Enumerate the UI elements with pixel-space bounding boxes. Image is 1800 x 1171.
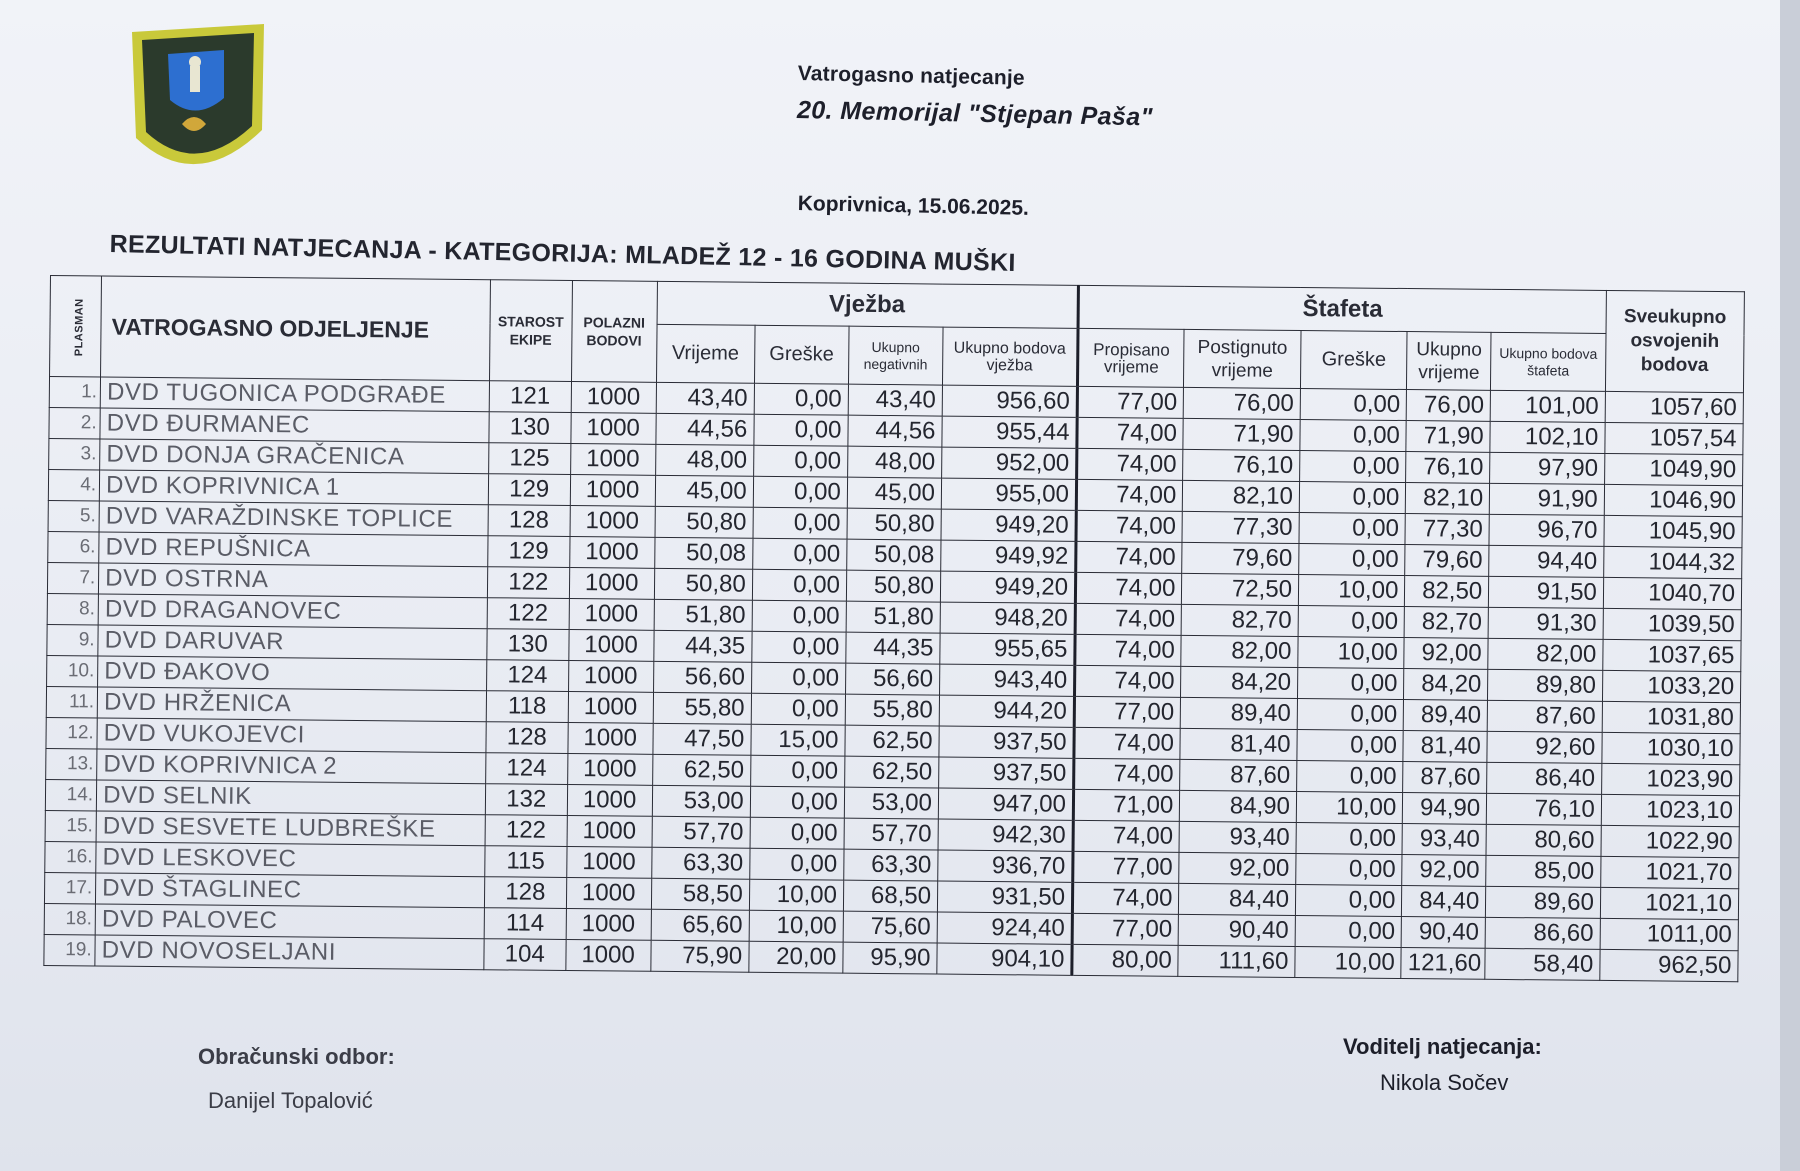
exercise-points-cell: 947,00 [938,788,1073,820]
relay-points-cell: 89,60 [1486,886,1601,918]
rank-cell: 16. [45,841,96,872]
exercise-points-cell: 943,40 [939,664,1074,696]
age-cell: 115 [485,846,567,878]
relay-required-time-cell: 74,00 [1075,634,1182,666]
total-points-cell: 1022,90 [1601,825,1739,857]
total-points-cell: 1033,20 [1602,670,1740,702]
event-subtitle: 20. Memorijal "Stjepan Paša" [796,95,1154,132]
age-cell: 104 [484,939,566,971]
results-title: REZULTATI NATJECANJA - KATEGORIJA: MLADEŽ 12 - 16 GODINA MUŠKI [109,230,1016,277]
relay-total-time-cell: 76,10 [1406,452,1490,484]
header-plasman-label: PLASMAN [73,298,86,357]
relay-points-cell: 80,60 [1486,824,1601,856]
relay-points-cell: 76,10 [1486,793,1601,825]
rank-cell: 6. [48,531,99,562]
exercise-time-cell: 55,80 [653,692,751,724]
rank-cell: 8. [47,593,98,624]
exercise-errors-cell: 0,00 [753,507,847,539]
relay-total-time-cell: 82,50 [1405,576,1489,608]
start-points-cell: 1000 [570,506,655,538]
rank-cell: 13. [46,748,97,779]
relay-points-cell: 89,80 [1488,669,1603,701]
header-group-exercise: Vježba [657,281,1079,328]
start-points-cell: 1000 [570,444,655,476]
header-rl-errors: Greške [1300,331,1407,390]
relay-required-time-cell: 74,00 [1076,479,1183,511]
relay-total-time-cell: 79,60 [1405,545,1489,577]
relay-total-time-cell: 94,90 [1403,793,1487,825]
relay-required-time-cell: 74,00 [1074,758,1181,790]
age-cell: 124 [485,753,567,785]
age-cell: 121 [489,381,571,413]
relay-errors-cell: 0,00 [1299,482,1406,514]
total-points-cell: 1057,54 [1605,422,1743,454]
exercise-time-cell: 56,60 [653,661,751,693]
exercise-points-cell: 948,20 [940,602,1075,634]
age-cell: 118 [486,691,568,723]
relay-points-cell: 97,90 [1490,452,1605,484]
relay-required-time-cell: 77,00 [1074,696,1181,728]
results-table-wrap [43,275,1745,982]
relay-total-time-cell: 121,60 [1401,948,1485,980]
relay-achieved-time-cell: 82,10 [1183,480,1300,512]
exercise-negative-cell: 56,60 [845,663,939,695]
exercise-errors-cell: 0,00 [754,414,848,446]
exercise-points-cell: 936,70 [938,850,1073,882]
relay-errors-cell: 0,00 [1300,420,1407,452]
exercise-negative-cell: 45,00 [847,477,941,509]
exercise-errors-cell: 0,00 [750,755,844,787]
exercise-negative-cell: 48,00 [847,446,941,478]
age-cell: 122 [487,598,569,630]
exercise-negative-cell: 57,70 [844,818,938,850]
relay-errors-cell: 0,00 [1297,760,1404,792]
relay-achieved-time-cell: 71,90 [1183,418,1300,450]
relay-points-cell: 92,60 [1487,731,1602,763]
exercise-time-cell: 48,00 [655,444,753,476]
relay-total-time-cell: 77,30 [1405,514,1489,546]
total-points-cell: 1023,90 [1601,763,1739,795]
relay-errors-cell: 0,00 [1297,729,1404,761]
relay-required-time-cell: 77,00 [1073,851,1180,883]
header-rl-required: Propisano vrijeme [1077,328,1184,387]
exercise-errors-cell: 10,00 [749,879,843,911]
results-table [43,275,1745,982]
total-points-cell: 1044,32 [1603,546,1741,578]
department-cell: DVD ĐAKOVO [98,656,487,691]
relay-required-time-cell: 74,00 [1074,727,1181,759]
header-age: STAROST EKIPE [489,280,572,382]
age-cell: 130 [489,412,571,444]
start-points-cell: 1000 [568,629,653,661]
relay-errors-cell: 0,00 [1300,451,1407,483]
relay-achieved-time-cell: 84,90 [1180,790,1297,822]
relay-errors-cell: 0,00 [1296,853,1403,885]
fire-brigade-emblem-icon [124,18,272,186]
relay-achieved-time-cell: 92,00 [1179,852,1296,884]
relay-achieved-time-cell: 76,10 [1183,449,1300,481]
department-cell: DVD HRŽENICA [97,687,486,722]
relay-required-time-cell: 80,00 [1072,944,1179,976]
relay-required-time-cell: 74,00 [1074,665,1181,697]
department-cell: DVD DARUVAR [98,625,487,660]
relay-points-cell: 102,10 [1490,421,1605,453]
department-cell: DVD VUKOJEVCI [97,718,486,753]
relay-achieved-time-cell: 89,40 [1181,697,1298,729]
relay-required-time-cell: 71,00 [1073,789,1180,821]
rank-cell: 15. [45,810,96,841]
exercise-negative-cell: 44,35 [846,632,940,664]
rank-cell: 12. [46,717,97,748]
relay-points-cell: 101,00 [1490,390,1605,422]
exercise-negative-cell: 50,80 [846,570,940,602]
exercise-time-cell: 65,60 [651,909,749,941]
exercise-errors-cell: 0,00 [751,693,845,725]
calc-committee-name: Danijel Topalović [208,1088,373,1113]
relay-errors-cell: 10,00 [1296,791,1403,823]
relay-points-cell: 96,70 [1489,514,1604,546]
exercise-time-cell: 44,56 [655,413,753,445]
department-cell: DVD KOPRIVNICA 2 [97,749,486,784]
start-points-cell: 1000 [567,815,652,847]
total-points-cell: 1023,10 [1601,794,1739,826]
relay-achieved-time-cell: 87,60 [1180,759,1297,791]
start-points-cell: 1000 [568,660,653,692]
competition-leader-label: Voditelj natjecanja: [1343,1034,1542,1059]
header-ex-points: Ukupno bodova vježba [942,327,1078,386]
exercise-time-cell: 43,40 [656,382,754,414]
relay-points-cell: 86,60 [1485,917,1600,949]
relay-errors-cell: 0,00 [1297,698,1404,730]
exercise-errors-cell: 0,00 [754,383,848,415]
rank-cell: 11. [46,686,97,717]
header-ex-errors: Greške [754,325,849,384]
exercise-time-cell: 53,00 [652,785,750,817]
relay-achieved-time-cell: 79,60 [1182,542,1299,574]
rank-cell: 10. [47,655,98,686]
relay-achieved-time-cell: 81,40 [1180,728,1297,760]
exercise-points-cell: 952,00 [942,447,1077,479]
relay-points-cell: 86,40 [1487,762,1602,794]
total-points-cell: 1039,50 [1603,608,1741,640]
relay-required-time-cell: 77,00 [1072,913,1179,945]
relay-achieved-time-cell: 84,20 [1181,666,1298,698]
header-start-points: POLAZNI BODOVI [571,281,657,383]
exercise-time-cell: 50,08 [654,537,752,569]
relay-achieved-time-cell: 90,40 [1178,914,1295,946]
age-cell: 124 [486,660,568,692]
total-points-cell: 1021,70 [1601,856,1739,888]
relay-required-time-cell: 77,00 [1077,386,1184,418]
relay-total-time-cell: 92,00 [1402,855,1486,887]
header-ex-time: Vrijeme [656,324,755,383]
exercise-points-cell: 955,00 [941,478,1076,510]
department-cell: DVD LESKOVEC [96,842,485,877]
total-points-cell: 1037,65 [1603,639,1741,671]
start-points-cell: 1000 [571,382,656,414]
header-department: VATROGASNO ODJELJENJE [101,276,491,381]
exercise-points-cell: 955,65 [940,633,1075,665]
exercise-errors-cell: 0,00 [753,445,847,477]
exercise-errors-cell: 0,00 [753,476,847,508]
relay-errors-cell: 0,00 [1295,884,1402,916]
relay-total-time-cell: 87,60 [1403,762,1487,794]
exercise-points-cell: 942,30 [938,819,1073,851]
exercise-negative-cell: 51,80 [846,601,940,633]
relay-total-time-cell: 82,70 [1404,607,1488,639]
exercise-negative-cell: 62,50 [844,756,938,788]
exercise-points-cell: 937,50 [939,757,1074,789]
exercise-negative-cell: 50,80 [847,508,941,540]
start-points-cell: 1000 [567,784,652,816]
relay-total-time-cell: 82,10 [1406,483,1490,515]
exercise-points-cell: 931,50 [937,881,1072,913]
exercise-time-cell: 45,00 [655,475,753,507]
total-points-cell: 1057,60 [1605,391,1743,423]
age-cell: 122 [485,815,567,847]
department-cell: DVD REPUŠNICA [99,532,488,567]
rank-cell: 9. [47,624,98,655]
department-cell: DVD OSTRNA [99,563,488,598]
calc-committee-label: Obračunski odbor: [198,1044,395,1069]
start-points-cell: 1000 [569,567,654,599]
exercise-time-cell: 75,90 [650,940,748,972]
exercise-errors-cell: 15,00 [751,724,845,756]
header-rl-total-time: Ukupno vrijeme [1407,332,1491,391]
exercise-negative-cell: 44,56 [848,415,942,447]
exercise-time-cell: 50,80 [654,568,752,600]
total-points-cell: 1031,80 [1602,701,1740,733]
exercise-time-cell: 57,70 [652,816,750,848]
relay-points-cell: 94,40 [1489,545,1604,577]
relay-total-time-cell: 89,40 [1404,700,1488,732]
total-points-cell: 1040,70 [1603,577,1741,609]
exercise-time-cell: 50,80 [655,506,753,538]
exercise-time-cell: 63,30 [651,847,749,879]
relay-errors-cell: 0,00 [1298,605,1405,637]
relay-achieved-time-cell: 111,60 [1178,945,1295,977]
department-cell: DVD VARAŽDINSKE TOPLICE [99,501,488,536]
exercise-negative-cell: 53,00 [844,787,938,819]
exercise-errors-cell: 0,00 [751,662,845,694]
start-points-cell: 1000 [569,598,654,630]
relay-total-time-cell: 93,40 [1402,824,1486,856]
exercise-errors-cell: 0,00 [750,786,844,818]
start-points-cell: 1000 [568,722,653,754]
age-cell: 128 [488,505,570,537]
relay-points-cell: 91,30 [1488,607,1603,639]
rank-cell: 7. [47,562,98,593]
total-points-cell: 1049,90 [1604,453,1742,485]
total-points-cell: 1046,90 [1604,484,1742,516]
relay-achieved-time-cell: 82,00 [1181,635,1298,667]
header-group-relay: Štafeta [1078,285,1606,333]
event-title: Vatrogasno natjecanje [797,62,1026,90]
exercise-points-cell: 949,20 [941,509,1076,541]
table-body [44,377,1744,982]
exercise-negative-cell: 95,90 [843,942,937,974]
start-points-cell: 1000 [571,413,656,445]
relay-total-time-cell: 92,00 [1404,638,1488,670]
relay-errors-cell: 0,00 [1296,822,1403,854]
department-cell: DVD ŠTAGLINEC [96,873,485,908]
start-points-cell: 1000 [566,939,651,971]
relay-total-time-cell: 84,20 [1404,669,1488,701]
exercise-points-cell: 937,50 [939,726,1074,758]
relay-required-time-cell: 74,00 [1076,541,1183,573]
exercise-errors-cell: 0,00 [752,631,846,663]
relay-achieved-time-cell: 84,40 [1179,883,1296,915]
exercise-errors-cell: 0,00 [750,817,844,849]
exercise-time-cell: 58,50 [651,878,749,910]
department-cell: DVD KOPRIVNICA 1 [99,470,488,505]
relay-required-time-cell: 74,00 [1077,448,1184,480]
rank-cell: 1. [49,377,100,408]
relay-total-time-cell: 90,40 [1401,917,1485,949]
department-cell: DVD TUGONICA PODGRAĐE [100,377,489,412]
age-cell: 130 [487,629,569,661]
relay-points-cell: 87,60 [1487,700,1602,732]
exercise-time-cell: 47,50 [652,723,750,755]
exercise-points-cell: 949,20 [940,571,1075,603]
exercise-errors-cell: 0,00 [752,569,846,601]
relay-errors-cell: 0,00 [1297,667,1404,699]
relay-required-time-cell: 74,00 [1077,417,1184,449]
rank-cell: 4. [48,469,99,500]
place-date: Koprivnica, 15.06.2025. [797,192,1030,220]
exercise-negative-cell: 55,80 [845,694,939,726]
relay-required-time-cell: 74,00 [1075,572,1182,604]
exercise-negative-cell: 50,08 [847,539,941,571]
total-points-cell: 1045,90 [1604,515,1742,547]
exercise-negative-cell: 68,50 [843,880,937,912]
department-cell: DVD NOVOSELJANI [95,935,484,970]
exercise-errors-cell: 20,00 [749,941,843,973]
relay-points-cell: 58,40 [1485,948,1600,980]
header-rl-points: Ukupno bodova štafeta [1491,332,1606,391]
age-cell: 128 [486,722,568,754]
department-cell: DVD DRAGANOVEC [98,594,487,629]
relay-errors-cell: 0,00 [1300,389,1407,421]
start-points-cell: 1000 [566,846,651,878]
department-cell: DVD DONJA GRAČENICA [100,439,489,474]
competition-leader-name: Nikola Sočev [1380,1070,1509,1095]
relay-points-cell: 91,90 [1489,483,1604,515]
relay-required-time-cell: 74,00 [1072,882,1179,914]
exercise-errors-cell: 0,00 [752,600,846,632]
relay-points-cell: 85,00 [1486,855,1601,887]
rank-cell: 2. [49,407,100,438]
header-ex-negative: Ukupno negativnih [848,326,943,385]
relay-points-cell: 82,00 [1488,638,1603,670]
rank-cell: 3. [49,438,100,469]
age-cell: 132 [485,784,567,816]
exercise-points-cell: 944,20 [939,695,1074,727]
relay-points-cell: 91,50 [1489,576,1604,608]
event-header [797,62,1154,132]
rank-cell: 18. [44,903,95,934]
relay-required-time-cell: 74,00 [1076,510,1183,542]
relay-total-time-cell: 84,40 [1402,886,1486,918]
rank-cell: 17. [44,872,95,903]
exercise-time-cell: 62,50 [652,754,750,786]
table-header [50,276,1745,393]
header-rl-achieved: Postignuto vrijeme [1184,329,1301,388]
exercise-errors-cell: 10,00 [749,910,843,942]
relay-total-time-cell: 76,00 [1406,390,1490,422]
age-cell: 125 [488,443,570,475]
department-cell: DVD SELNIK [96,780,485,815]
exercise-errors-cell: 0,00 [749,848,843,880]
exercise-points-cell: 924,40 [937,912,1072,944]
relay-achieved-time-cell: 93,40 [1179,821,1296,853]
exercise-points-cell: 955,44 [942,416,1077,448]
relay-achieved-time-cell: 82,70 [1181,604,1298,636]
age-cell: 129 [488,536,570,568]
relay-total-time-cell: 81,40 [1403,731,1487,763]
exercise-time-cell: 51,80 [654,599,752,631]
exercise-negative-cell: 43,40 [848,384,942,416]
exercise-points-cell: 904,10 [937,943,1072,975]
department-cell: DVD SESVETE LUDBREŠKE [96,811,485,846]
header-total: Sveukupno osvojenih bodova [1605,290,1744,392]
start-points-cell: 1000 [568,691,653,723]
start-points-cell: 1000 [567,753,652,785]
age-cell: 128 [484,877,566,909]
start-points-cell: 1000 [570,475,655,507]
total-points-cell: 962,50 [1600,949,1738,981]
relay-achieved-time-cell: 72,50 [1182,573,1299,605]
header-plasman [50,276,102,377]
exercise-time-cell: 44,35 [653,630,751,662]
total-points-cell: 1021,10 [1600,887,1738,919]
relay-errors-cell: 0,00 [1299,513,1406,545]
relay-required-time-cell: 74,00 [1073,820,1180,852]
exercise-negative-cell: 63,30 [844,849,938,881]
relay-errors-cell: 0,00 [1295,915,1402,947]
exercise-points-cell: 956,60 [942,385,1077,417]
total-points-cell: 1030,10 [1602,732,1740,764]
age-cell: 114 [484,908,566,940]
relay-achieved-time-cell: 76,00 [1184,387,1301,419]
relay-errors-cell: 0,00 [1299,544,1406,576]
department-cell: DVD PALOVEC [95,904,484,939]
relay-achieved-time-cell: 77,30 [1182,511,1299,543]
start-points-cell: 1000 [566,877,651,909]
relay-errors-cell: 10,00 [1298,574,1405,606]
rank-cell: 14. [45,779,96,810]
start-points-cell: 1000 [566,908,651,940]
exercise-errors-cell: 0,00 [752,538,846,570]
relay-required-time-cell: 74,00 [1075,603,1182,635]
age-cell: 129 [488,474,570,506]
total-points-cell: 1011,00 [1600,918,1738,950]
exercise-negative-cell: 75,60 [843,911,937,943]
relay-errors-cell: 10,00 [1295,946,1402,978]
rank-cell: 19. [44,934,95,965]
start-points-cell: 1000 [569,537,654,569]
rank-cell: 5. [48,500,99,531]
age-cell: 122 [487,567,569,599]
relay-total-time-cell: 71,90 [1406,421,1490,453]
department-cell: DVD ĐURMANEC [100,408,489,443]
exercise-negative-cell: 62,50 [845,725,939,757]
exercise-points-cell: 949,92 [941,540,1076,572]
paper-edge [1780,0,1800,1171]
relay-errors-cell: 10,00 [1298,636,1405,668]
